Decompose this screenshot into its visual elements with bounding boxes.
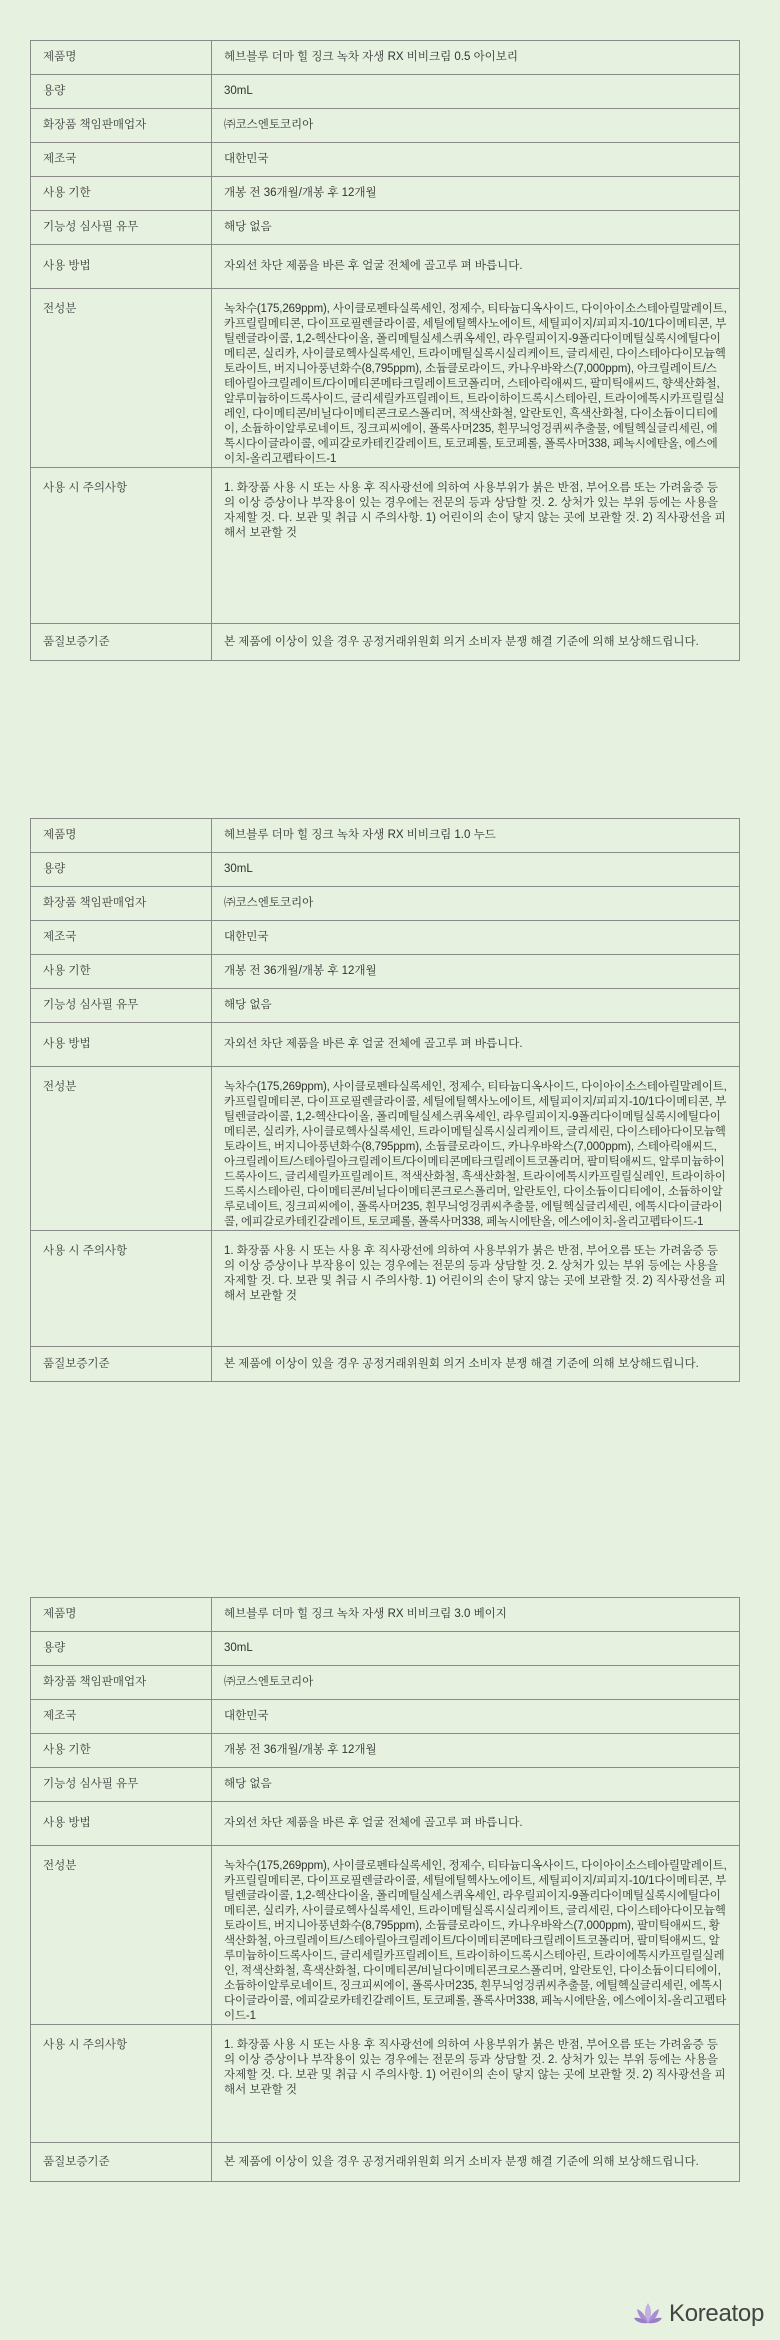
label-volume: 용량 [31,1632,212,1666]
row-caution [31,1231,740,1347]
label-expiry: 사용 기한 [31,1734,212,1768]
row-caution [31,468,740,624]
value-seller: ㈜코스엔토코리아 [212,1666,740,1700]
label-review: 기능성 심사필 유무 [31,1768,212,1802]
value-usage: 자외선 차단 제품을 바른 후 얼굴 전체에 골고루 펴 바릅니다. [212,1802,740,1846]
value-expiry: 개봉 전 36개월/개봉 후 12개월 [212,177,740,211]
label-quality: 품질보증기준 [31,1347,212,1382]
value-quality: 본 제품에 이상이 있을 경우 공정거래위원회 의거 소비자 분쟁 해결 기준에 의해 보상해드립니다. [212,1347,740,1382]
row-country [31,1700,740,1734]
row-ingredients [31,1067,740,1231]
value-review: 해당 없음 [212,989,740,1023]
row-seller [31,109,740,143]
label-country: 제조국 [31,921,212,955]
product-info-table [30,1597,740,2182]
row-volume [31,75,740,109]
row-country [31,921,740,955]
label-country: 제조국 [31,143,212,177]
row-expiry [31,955,740,989]
label-usage: 사용 방법 [31,1802,212,1846]
row-quality [31,624,740,661]
value-expiry: 개봉 전 36개월/개봉 후 12개월 [212,955,740,989]
row-seller [31,887,740,921]
label-seller: 화장품 책임판매업자 [31,1666,212,1700]
row-name [31,1598,740,1632]
lotus-icon [633,2301,663,2327]
row-seller [31,1666,740,1700]
value-country: 대한민국 [212,921,740,955]
row-name [31,41,740,75]
value-ingredients: 녹차수(175,269ppm), 사이클로펜타실록세인, 정제수, 티타늄디옥사이드, 다이아이소스테아릴말레이트, 카프릴릴메티콘, 다이프로필렌글라이콜, 세틸에틸헥사노에이트, 세틸피이지/피피지-10/1다이메티콘, 부틸렌글라이콜, 1,2-헥산다이올, 폴리메틸실세스퀴옥세인, 라우릴피이지-9폴리다이메틸실록시에틸다이메티콘, 실리카, 사이클로헥사실록세인, 트라이메틸실록시실리케이트, 글리세린, 다이스테아다이모늄헥토라이트, 버지니아풍년화수(8,795ppm), 소듐클로라이드, 카나우바왁스(7,000ppm), 아크릴레이트/스테아릴아크릴레이트/다이메티콘메타크릴레이트코폴리머, 스테아릭애씨드, 팔미틱애씨드, 향색산화철, 알루미늄하이드록사이드, 글리세릴카프릴레이트, 트라이하이드록시스테아린, 트라이에톡시카프릴릴실레인, 다이메티콘/비닐다이메티콘크로스폴리머, 적색산화철, 알란토인, 흑색산화철, 다이소듐이디티에이, 소듐하이알루로네이트, 징크피씨에이, 폴록사머235, 흰무늬엉겅퀴씨추출물, 에틸헥실글리세린, 에톡시다이글라이콜, 에피갈로카테킨갈레이트, 토코페롤, 토코페롤, 폴록사머338, 페녹시에탄올, 에스에이치-올리고펩타이드-1 [212,289,740,468]
row-quality [31,2143,740,2182]
label-ingredients: 전성분 [31,1846,212,2025]
value-ingredients: 녹차수(175,269ppm), 사이클로펜타실록세인, 정제수, 티타늄디옥사이드, 다이아이소스테아릴말레이트, 카프릴릴메티콘, 다이프로필렌글라이콜, 세틸에틸헥사노에이트, 세틸피이지/피피지-10/1다이메티콘, 부틸렌글라이콜, 1,2-헥산다이올, 폴리메틸실세스퀴옥세인, 라우릴피이지-9폴리다이메틸실록시에틸다이메티콘, 실리카, 사이클로헥사실록세인, 트라이메틸실록시실리케이트, 글리세린, 다이스테아다이모늄헥토라이트, 버지니아풍년화수(8,795ppm), 소듐클로라이드, 카나우바왁스(7,000ppm), 팔미틱애씨드, 황색산화철, 아크릴레이트/스테아릴아크릴레이트/다이메티콘메타크릴레이트코폴리머, 팔미틱애씨드, 알루미늄하이드록사이드, 글리세릴카프릴레이트, 트라이하이드록시스테아린, 트라이에톡시카프릴릴실레인, 적색산화철, 흑색산화철, 다이메티콘/비닐다이메티콘크로스폴리머, 알란토인, 다이소듐이디티에이, 소듐하이알루로네이트, 징크피씨에이, 폴록사머235, 흰무늬엉겅퀴씨추출물, 에틸헥실글리세린, 에톡시다이글라이콜, 에피갈로카테킨갈레이트, 토코페롤, 폴록사머338, 페녹시에탄올, 에스에이치-올리고펩타이드-1 [212,1846,740,2025]
value-name: 헤브블루 더마 힐 징크 녹차 자생 RX 비비크림 1.0 누드 [212,819,740,853]
row-usage [31,245,740,289]
value-review: 해당 없음 [212,1768,740,1802]
logo-text: Koreatop [668,2300,764,2327]
product-info-table [30,40,740,661]
value-caution: 1. 화장품 사용 시 또는 사용 후 직사광선에 의하여 사용부위가 붉은 반점, 부어오름 또는 가려움증 등의 이상 증상이나 부작용이 있는 경우에는 전문의 등과 상담할 것. 2. 상처가 있는 부위 등에는 사용을 자제할 것. 다. 보관 및 취급 시 주의사항. 1) 어린이의 손이 닿지 않는 곳에 보관할 것. 2) 직사광선을 피해서 보관할 것 [212,2025,740,2143]
label-usage: 사용 방법 [31,245,212,289]
value-caution: 1. 화장품 사용 시 또는 사용 후 직사광선에 의하여 사용부위가 붉은 반점, 부어오름 또는 가려움증 등의 이상 증상이나 부작용이 있는 경우에는 전문의 등과 상담할 것. 2. 상처가 있는 부위 등에는 사용을 자제할 것. 다. 보관 및 취급 시 주의사항. 1) 어린이의 손이 닿지 않는 곳에 보관할 것. 2) 직사광선을 피해서 보관할 것 [212,468,740,624]
label-volume: 용량 [31,853,212,887]
value-country: 대한민국 [212,143,740,177]
label-name: 제품명 [31,41,212,75]
label-seller: 화장품 책임판매업자 [31,887,212,921]
value-expiry: 개봉 전 36개월/개봉 후 12개월 [212,1734,740,1768]
product-info-table [30,818,740,1382]
label-quality: 품질보증기준 [31,624,212,661]
row-review [31,989,740,1023]
row-quality [31,1347,740,1382]
value-name: 헤브블루 더마 힐 징크 녹차 자생 RX 비비크림 3.0 베이지 [212,1598,740,1632]
row-name [31,819,740,853]
row-expiry [31,177,740,211]
value-volume: 30mL [212,75,740,109]
label-quality: 품질보증기준 [31,2143,212,2182]
row-volume [31,1632,740,1666]
row-usage [31,1023,740,1067]
value-caution: 1. 화장품 사용 시 또는 사용 후 직사광선에 의하여 사용부위가 붉은 반점, 부어오름 또는 가려움증 등의 이상 증상이나 부작용이 있는 경우에는 전문의 등과 상담할 것. 2. 상처가 있는 부위 등에는 사용을 자제할 것. 다. 보관 및 취급 시 주의사항. 1) 어린이의 손이 닿지 않는 곳에 보관할 것. 2) 직사광선을 피해서 보관할 것 [212,1231,740,1347]
value-ingredients: 녹차수(175,269ppm), 사이클로펜타실록세인, 정제수, 티타늄디옥사이드, 다이아이소스테아릴말레이트, 카프릴릴메티콘, 다이프로필렌글라이콜, 세틸에틸헥사노에이트, 세틸피이지/피피지-10/1다이메티콘, 부틸렌글라이콜, 1,2-헥산다이올, 폴리메틸실세스퀴옥세인, 라우릴피이지-9폴리다이메틸실록시에틸다이메티콘, 실리카, 사이클로헥사실록세인, 트라이메틸실록시실리케이트, 글리세린, 다이스테아다이모늄헥토라이트, 버지니아풍년화수(8,795ppm), 소듐클로라이드, 카나우바왁스(7,000ppm), 스테아릭애씨드, 아크릴레이트/스테아릴아크릴레이트/다이메티콘메타크릴레이트코폴리머, 팔미틱애씨드, 알루미늄하이드록사이드, 글리세릴카프릴레이트, 적색산화철, 흑색산화철, 트라이에톡시카프릴릴실레인, 트라이하이드록시스테아린, 다이메티콘/비닐다이메티콘크로스폴리머, 알란토인, 다이소듐이디티에이, 소듐하이알루로네이트, 징크피씨에이, 폴록사머235, 흰무늬엉겅퀴씨추출물, 에틸헥실글리세린, 에톡시다이글라이콜, 에피갈로카테킨갈레이트, 토코페롤, 폴록사머338, 페녹시에탄올, 에스에이치-올리고펩타이드-1 [212,1067,740,1231]
label-volume: 용량 [31,75,212,109]
value-review: 해당 없음 [212,211,740,245]
label-caution: 사용 시 주의사항 [31,468,212,624]
label-review: 기능성 심사필 유무 [31,989,212,1023]
value-usage: 자외선 차단 제품을 바른 후 얼굴 전체에 골고루 펴 바릅니다. [212,1023,740,1067]
row-ingredients [31,289,740,468]
row-review [31,211,740,245]
label-ingredients: 전성분 [31,289,212,468]
label-name: 제품명 [31,1598,212,1632]
label-caution: 사용 시 주의사항 [31,1231,212,1347]
row-ingredients [31,1846,740,2025]
value-seller: ㈜코스엔토코리아 [212,109,740,143]
row-usage [31,1802,740,1846]
value-volume: 30mL [212,853,740,887]
label-usage: 사용 방법 [31,1023,212,1067]
value-volume: 30mL [212,1632,740,1666]
value-quality: 본 제품에 이상이 있을 경우 공정거래위원회 의거 소비자 분쟁 해결 기준에 의해 보상해드립니다. [212,624,740,661]
value-quality: 본 제품에 이상이 있을 경우 공정거래위원회 의거 소비자 분쟁 해결 기준에 의해 보상해드립니다. [212,2143,740,2182]
label-review: 기능성 심사필 유무 [31,211,212,245]
row-country [31,143,740,177]
label-expiry: 사용 기한 [31,955,212,989]
value-usage: 자외선 차단 제품을 바른 후 얼굴 전체에 골고루 펴 바릅니다. [212,245,740,289]
label-expiry: 사용 기한 [31,177,212,211]
row-caution [31,2025,740,2143]
koreatop-logo [633,2300,764,2328]
label-name: 제품명 [31,819,212,853]
value-country: 대한민국 [212,1700,740,1734]
label-country: 제조국 [31,1700,212,1734]
label-caution: 사용 시 주의사항 [31,2025,212,2143]
label-ingredients: 전성분 [31,1067,212,1231]
value-name: 헤브블루 더마 힐 징크 녹차 자생 RX 비비크림 0.5 아이보리 [212,41,740,75]
row-review [31,1768,740,1802]
label-seller: 화장품 책임판매업자 [31,109,212,143]
row-expiry [31,1734,740,1768]
value-seller: ㈜코스엔토코리아 [212,887,740,921]
row-volume [31,853,740,887]
